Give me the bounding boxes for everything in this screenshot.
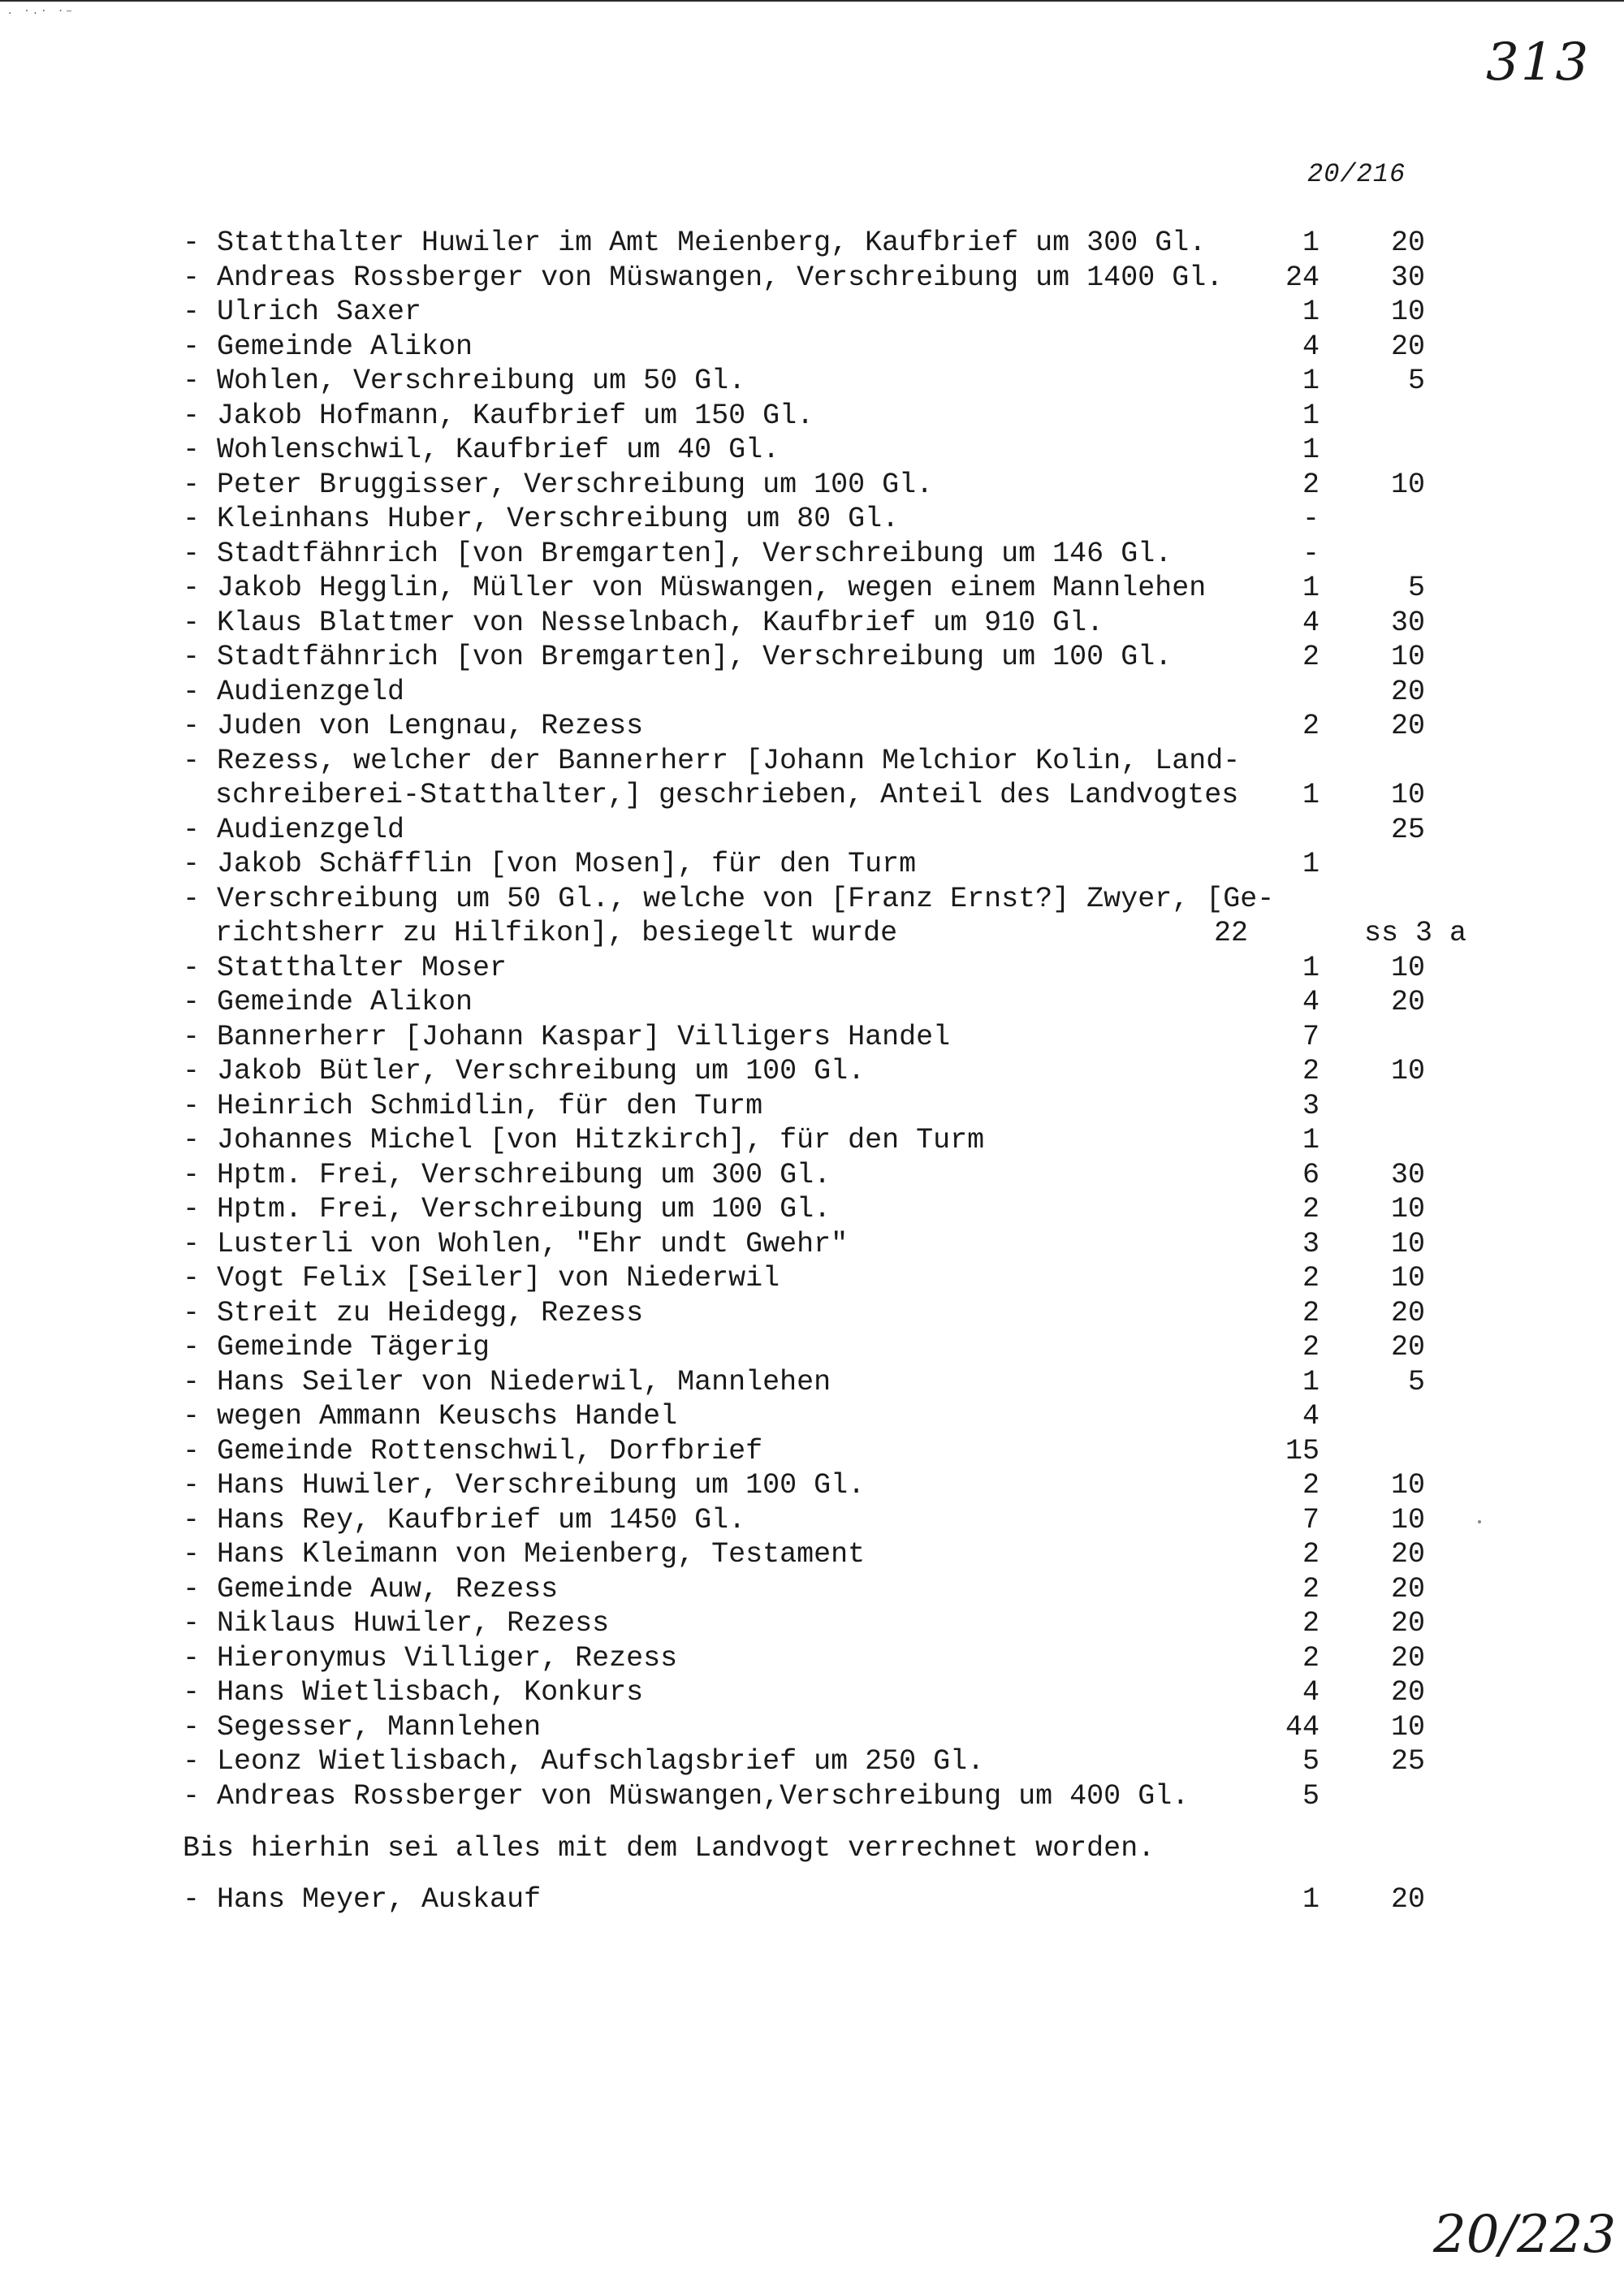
entry-text: - Hans Huwiler, Verschreibung um 100 Gl. [183, 1469, 866, 1502]
entry-text: - Jakob Hegglin, Müller von Müswangen, wegen einem Mannlehen [183, 572, 1207, 604]
entry-text: - Statthalter Moser [183, 951, 508, 984]
entry-row [183, 640, 1449, 675]
entry-amount-1: 22 [1214, 917, 1249, 949]
entry-text: - Segesser, Mannlehen [183, 1710, 542, 1744]
entry-amount-2: 5 [1407, 1365, 1425, 1398]
entry-row [183, 951, 1449, 986]
entry-text: - Rezess, welcher der Bannerherr [Johann Melchior Kolin, Land- [183, 744, 1241, 777]
entry-amount-2: 20 [1390, 710, 1425, 742]
entry-text: - Gemeinde Rottenschwil, Dorfbrief [183, 1434, 763, 1467]
entry-row [183, 1296, 1449, 1331]
entry-text: - Hans Meyer, Auskauf [183, 1882, 542, 1916]
entry-text: - Gemeinde Auw, Rezess [183, 1572, 559, 1605]
entry-text: - Hptm. Frei, Verschreibung um 100 Gl. [183, 1193, 831, 1225]
entry-amount-2: 30 [1390, 261, 1425, 294]
entry-amount-2: 20 [1390, 986, 1425, 1018]
entry-amount-2: 30 [1390, 606, 1425, 639]
entry-text: - Hans Kleimann von Meienberg, Testament [183, 1538, 866, 1571]
entry-amount-1: 1 [1302, 1365, 1320, 1398]
entry-row [183, 1123, 1449, 1158]
entry-row [183, 813, 1449, 848]
folio-number-top: 313 [1486, 32, 1591, 93]
entry-amount-2: 10 [1390, 779, 1425, 811]
entry-amount-1: 44 [1285, 1710, 1320, 1744]
entry-text: - Jakob Schäfflin [von Mosen], für den Turm [183, 848, 917, 880]
entry-amount-1: 5 [1302, 1745, 1320, 1778]
entry-text: - Gemeinde Tägerig [183, 1331, 490, 1363]
entry-row [183, 1020, 1449, 1055]
entry-text: - Stadtfähnrich [von Bremgarten], Verschreibung um 146 Gl. [183, 537, 1173, 570]
entry-row [183, 1468, 1449, 1503]
entry-amount-1: 2 [1302, 1055, 1320, 1087]
entry-text: - Hieronymus Villiger, Rezess [183, 1641, 678, 1675]
entry-row [183, 1779, 1449, 1814]
entry-amount-1: 2 [1302, 1262, 1320, 1294]
entry-row [183, 1744, 1449, 1779]
entry-row [183, 1330, 1449, 1365]
entry-text: - Andreas Rossberger von Müswangen,Verschreibung um 400 Gl. [183, 1779, 1190, 1813]
entry-text: - Kleinhans Huber, Verschreibung um 80 Gl. [183, 503, 900, 535]
entry-row [183, 330, 1449, 365]
entry-amount-2: 20 [1390, 1572, 1425, 1605]
entry-text: - Stadtfähnrich [von Bremgarten], Verschreibung um 100 Gl. [183, 641, 1173, 673]
entry-row [183, 744, 1449, 779]
entry-text: - Juden von Lengnau, Rezess [183, 710, 644, 742]
entry-amount-1: 5 [1302, 1779, 1320, 1813]
entry-amount-1: 1 [1302, 572, 1320, 604]
entry-row [183, 295, 1449, 330]
entry-text: - Hans Rey, Kaufbrief um 1450 Gl. [183, 1503, 746, 1536]
entry-text: - Andreas Rossberger von Müswangen, Verschreibung um 1400 Gl. [183, 261, 1224, 294]
entry-row [183, 1192, 1449, 1227]
entry-amount-1: - [1302, 503, 1320, 535]
entry-row [183, 1710, 1449, 1745]
entry-row [183, 1261, 1449, 1296]
entry-amount-2: 20 [1390, 330, 1425, 363]
entry-row [183, 1675, 1449, 1710]
entry-row [183, 1227, 1449, 1262]
entry-text: richtsherr zu Hilfikon], besiegelt wurde [215, 917, 898, 949]
entry-amount-2: 20 [1390, 1641, 1425, 1675]
page-reference: 20/216 [1307, 159, 1406, 189]
entry-amount-1: 2 [1302, 1607, 1320, 1640]
entry-amount-1: 3 [1302, 1227, 1320, 1260]
entry-row [183, 882, 1449, 917]
entry-amount-2: 10 [1390, 1503, 1425, 1536]
entry-amount-1: 1 [1302, 296, 1320, 328]
entry-text: schreiberei-Statthalter,] geschrieben, Anteil des Landvogtes [215, 779, 1239, 811]
summary-note: Bis hierhin sei alles mit dem Landvogt verrechnet worden. [183, 1832, 1155, 1865]
entry-row [183, 226, 1449, 261]
entry-amount-1: 2 [1302, 710, 1320, 742]
entry-row [183, 433, 1449, 468]
entry-amount-1: 1 [1302, 365, 1320, 397]
entry-amount-2: 20 [1390, 1607, 1425, 1640]
entry-amount-2: 5 [1407, 572, 1425, 604]
entry-text: - Streit zu Heidegg, Rezess [183, 1296, 644, 1329]
entry-amount-2: 20 [1390, 1331, 1425, 1363]
entry-amount-2: 20 [1390, 1538, 1425, 1571]
entry-text: - Statthalter Huwiler im Amt Meienberg, Kaufbrief um 300 Gl. [183, 227, 1207, 259]
entry-text: - Hans Wietlisbach, Konkurs [183, 1676, 644, 1709]
entry-row [183, 1572, 1449, 1607]
entry-amount-2: 10 [1390, 1055, 1425, 1087]
entry-row [183, 399, 1449, 434]
entry-amount-1: 2 [1302, 1296, 1320, 1329]
entry-amount-1: 2 [1302, 1572, 1320, 1605]
entry-text: - Audienzgeld [183, 813, 405, 846]
corner-scan-mark: . ·.· ·– [6, 5, 75, 18]
entry-amount-2: ss 3 a [1364, 917, 1467, 949]
entry-text: - Verschreibung um 50 Gl., welche von [Franz Ernst?] Zwyer, [Ge- [183, 882, 1275, 915]
entry-amount-2: 10 [1390, 296, 1425, 328]
entry-amount-2: 20 [1390, 227, 1425, 259]
entry-row [183, 778, 1449, 813]
entry-amount-2: 20 [1390, 675, 1425, 708]
entry-text: - Wohlen, Verschreibung um 50 Gl. [183, 365, 746, 397]
entry-row [183, 1503, 1449, 1538]
entry-row [183, 1365, 1449, 1400]
entry-amount-1: 1 [1302, 951, 1320, 984]
entry-amount-2: 20 [1390, 1296, 1425, 1329]
entry-amount-2: 5 [1407, 365, 1425, 397]
entry-amount-1: 1 [1302, 227, 1320, 259]
entry-amount-2: 10 [1390, 951, 1425, 984]
entry-text: - Hans Seiler von Niederwil, Mannlehen [183, 1365, 831, 1398]
entry-row [183, 1641, 1449, 1676]
entry-amount-1: 2 [1302, 1641, 1320, 1675]
entry-text: - Ulrich Saxer [183, 296, 422, 328]
entry-amount-1: 2 [1302, 641, 1320, 673]
entry-row [183, 1434, 1449, 1469]
stray-dot [1478, 1520, 1481, 1523]
entry-amount-2: 10 [1390, 468, 1425, 501]
entry-amount-1: 3 [1302, 1089, 1320, 1122]
final-entry [183, 1882, 1449, 1917]
entry-text: - Klaus Blattmer von Nesselnbach, Kaufbrief um 910 Gl. [183, 606, 1104, 639]
entry-text: - Gemeinde Alikon [183, 986, 473, 1018]
entry-text: - Audienzgeld [183, 675, 405, 708]
entry-text: - Heinrich Schmidlin, für den Turm [183, 1089, 763, 1122]
entry-amount-1: 24 [1285, 261, 1320, 294]
entry-text: - Jakob Hofmann, Kaufbrief um 150 Gl. [183, 399, 814, 432]
entry-text: - Hptm. Frei, Verschreibung um 300 Gl. [183, 1158, 831, 1191]
entry-amount-1: 7 [1302, 1503, 1320, 1536]
entry-amount-1: 6 [1302, 1158, 1320, 1191]
entry-amount-2: 10 [1390, 1227, 1425, 1260]
entry-amount-1: 2 [1302, 468, 1320, 501]
entry-row [183, 261, 1449, 296]
entry-amount-1: 2 [1302, 1193, 1320, 1225]
entry-amount-2: 10 [1390, 1469, 1425, 1502]
entry-amount-1: 7 [1302, 1020, 1320, 1053]
entry-amount-2: 10 [1390, 1710, 1425, 1744]
entry-row [183, 537, 1449, 572]
entry-text: - Jakob Bütler, Verschreibung um 100 Gl. [183, 1055, 866, 1087]
entry-amount-1: - [1302, 537, 1320, 570]
entry-amount-1: 1 [1302, 1124, 1320, 1156]
entry-row [183, 916, 1467, 951]
entry-row [183, 502, 1449, 537]
entries-rows [183, 226, 1467, 1813]
entry-amount-1: 1 [1302, 1882, 1320, 1916]
entry-amount-1: 4 [1302, 606, 1320, 639]
entry-amount-1: 2 [1302, 1469, 1320, 1502]
entry-row [183, 709, 1449, 744]
entry-amount-1: 15 [1285, 1434, 1320, 1467]
entry-amount-1: 4 [1302, 330, 1320, 363]
entry-amount-1: 1 [1302, 399, 1320, 432]
entry-amount-2: 25 [1390, 813, 1425, 846]
entry-amount-1: 2 [1302, 1331, 1320, 1363]
entry-row [183, 847, 1449, 882]
entry-text: - Johannes Michel [von Hitzkirch], für den Turm [183, 1124, 985, 1156]
entry-text: - Leonz Wietlisbach, Aufschlagsbrief um 250 Gl. [183, 1745, 985, 1778]
entry-text: - Niklaus Huwiler, Rezess [183, 1607, 610, 1640]
entry-amount-2: 20 [1390, 1882, 1425, 1916]
entry-row [183, 1089, 1449, 1124]
entry-text: - Wohlenschwil, Kaufbrief um 40 Gl. [183, 434, 780, 466]
entry-text: - Peter Bruggisser, Verschreibung um 100 Gl. [183, 468, 934, 501]
entry-row [183, 468, 1449, 503]
entry-row [183, 985, 1449, 1020]
entry-amount-2: 25 [1390, 1745, 1425, 1778]
entry-amount-1: 4 [1302, 986, 1320, 1018]
entry-text: - wegen Ammann Keuschs Handel [183, 1400, 678, 1433]
entry-amount-1: 4 [1302, 1676, 1320, 1709]
folio-number-bottom: 20/223 [1433, 2205, 1617, 2265]
entry-amount-2: 10 [1390, 1262, 1425, 1294]
entry-row [183, 1606, 1449, 1641]
entry-text: - Bannerherr [Johann Kaspar] Villigers Handel [183, 1020, 951, 1053]
entry-amount-1: 1 [1302, 779, 1320, 811]
entry-text: - Vogt Felix [Seiler] von Niederwil [183, 1262, 780, 1294]
top-border-line [0, 0, 1624, 2]
entry-row [183, 1158, 1449, 1193]
entry-text: - Gemeinde Alikon [183, 330, 473, 363]
entry-amount-1: 1 [1302, 848, 1320, 880]
entry-amount-1: 2 [1302, 1538, 1320, 1571]
entry-row [183, 571, 1449, 606]
entry-amount-2: 20 [1390, 1676, 1425, 1709]
entry-amount-1: 4 [1302, 1400, 1320, 1433]
entry-text: - Lusterli von Wohlen, "Ehr undt Gwehr" [183, 1227, 849, 1260]
entry-row [183, 1537, 1449, 1572]
entry-amount-2: 30 [1390, 1158, 1425, 1191]
entry-row [183, 675, 1449, 710]
entries-list [183, 226, 1467, 1917]
entry-row [183, 1399, 1449, 1434]
entry-amount-1: 1 [1302, 434, 1320, 466]
entry-row [183, 606, 1449, 641]
entry-row [183, 1054, 1449, 1089]
entry-amount-2: 10 [1390, 641, 1425, 673]
entry-row [183, 364, 1449, 399]
entry-amount-2: 10 [1390, 1193, 1425, 1225]
